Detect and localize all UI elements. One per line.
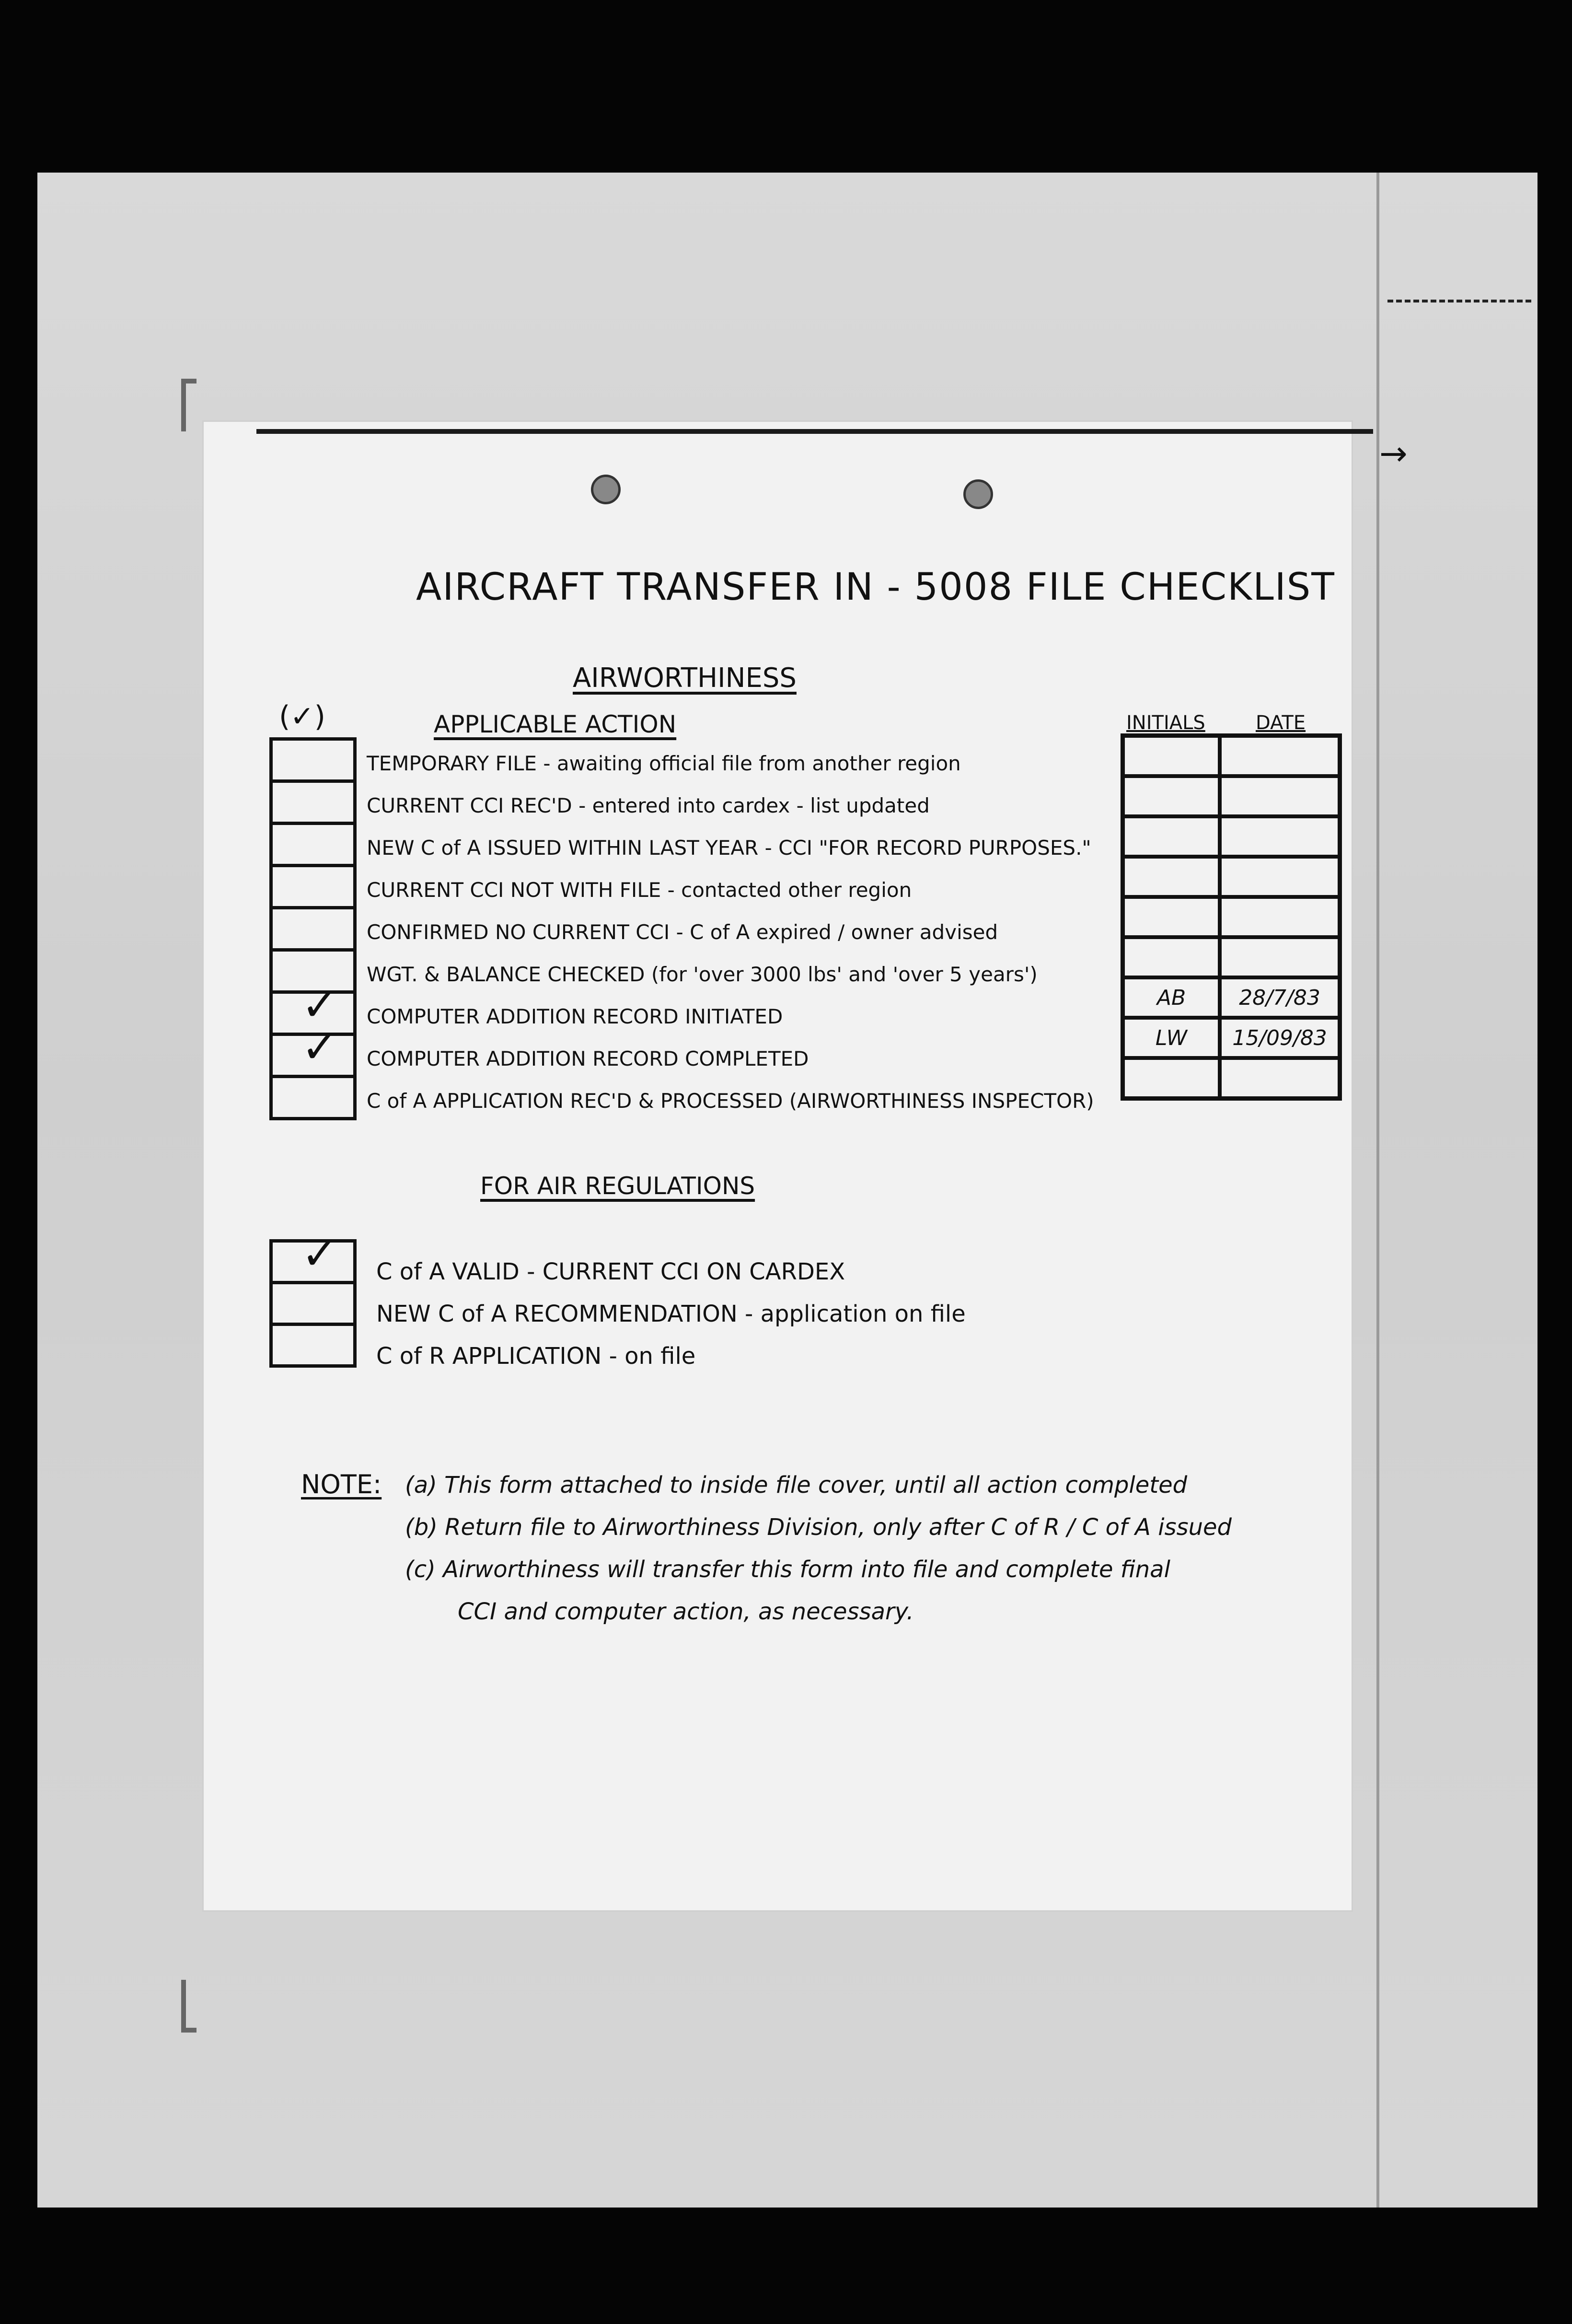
form-title: AIRCRAFT TRANSFER IN - 5008 FILE CHECKLIST [416,566,1335,609]
initials-cell[interactable] [1123,816,1220,857]
airworthiness-heading: AIRWORTHINESS [573,662,797,694]
air-regulations-heading: FOR AIR REGULATIONS [480,1172,755,1200]
note-label: NOTE: [301,1469,382,1499]
checkmark: ✓ [301,980,338,1031]
checkmark: ✓ [301,1229,338,1279]
table-row [1123,977,1340,1018]
action-item: CURRENT CCI REC'D - entered into cardex - list updated [367,794,930,817]
initials-cell[interactable]: LW [1123,1018,1220,1058]
airworthiness-checkbox-column [269,737,357,1120]
initials-cell[interactable]: AB [1123,977,1220,1018]
action-item: COMPUTER ADDITION RECORD COMPLETED [367,1047,809,1070]
initials-cell[interactable] [1123,937,1220,977]
initials-cell[interactable] [1123,736,1220,777]
checkbox[interactable] [273,1284,353,1326]
regulation-item: C of R APPLICATION - on file [376,1343,696,1370]
date-header: DATE [1256,712,1306,734]
table-row [1123,1058,1340,1099]
crop-bracket-top [181,379,196,431]
checkbox[interactable] [273,1229,353,1284]
right-arrow-icon: → [1379,434,1408,473]
checkbox[interactable] [273,1023,353,1078]
check-column-header: (✓) [279,700,326,733]
checkbox[interactable] [273,909,353,952]
checklist-form [204,422,1352,1910]
action-item: CONFIRMED NO CURRENT CCI - C of A expired / owner advised [367,920,998,944]
action-item: COMPUTER ADDITION RECORD INITIATED [367,1005,783,1028]
initials-date-table [1121,733,1342,1101]
checkbox[interactable] [273,783,353,825]
dashed-guide-line [1387,300,1531,302]
regulation-item: NEW C of A RECOMMENDATION - application on file [376,1301,966,1327]
note-line: (b) Return file to Airworthiness Division, only after C of R / C of A issued [405,1514,1232,1541]
regulation-item: C of A VALID - CURRENT CCI ON CARDEX [376,1258,845,1285]
table-row [1123,857,1340,897]
checkbox[interactable] [273,867,353,909]
action-item: NEW C of A ISSUED WITHIN LAST YEAR - CCI "FOR RECORD PURPOSES." [367,836,1091,860]
date-cell[interactable] [1220,897,1340,937]
initials-cell[interactable] [1123,776,1220,816]
air-regulations-checkbox-column [269,1229,357,1368]
checkmark: ✓ [301,1023,338,1073]
action-item: CURRENT CCI NOT WITH FILE - contacted other region [367,878,912,902]
paper-top-edge [256,429,1373,434]
table-row [1123,1018,1340,1058]
date-cell[interactable] [1220,816,1340,857]
table-row [1123,736,1340,777]
initials-header: INITIALS [1126,712,1205,734]
date-cell[interactable] [1220,776,1340,816]
initials-cell[interactable] [1123,897,1220,937]
backing-fold-line [1376,173,1379,2208]
note-line: (c) Airworthiness will transfer this form into file and complete final [405,1556,1170,1583]
action-item: WGT. & BALANCE CHECKED (for 'over 3000 lbs' and 'over 5 years') [367,963,1038,986]
date-cell[interactable]: 28/7/83 [1220,977,1340,1018]
action-item: C of A APPLICATION REC'D & PROCESSED (AIRWORTHINESS INSPECTOR) [367,1089,1094,1113]
checkbox[interactable] [273,1078,353,1120]
applicable-action-header: APPLICABLE ACTION [434,710,677,738]
note-line: CCI and computer action, as necessary. [458,1598,914,1625]
punch-hole-left [591,475,621,504]
table-row [1123,897,1340,937]
table-row [1123,937,1340,977]
date-cell[interactable] [1220,736,1340,777]
checkbox[interactable] [273,825,353,867]
initials-cell[interactable] [1123,857,1220,897]
date-cell[interactable] [1220,1058,1340,1099]
date-cell[interactable]: 15/09/83 [1220,1018,1340,1058]
date-cell[interactable] [1220,857,1340,897]
date-cell[interactable] [1220,937,1340,977]
action-item: TEMPORARY FILE - awaiting official file from another region [367,752,961,775]
crop-bracket-bottom [181,1980,196,2033]
table-row [1123,816,1340,857]
checkbox[interactable] [273,1326,353,1368]
punch-hole-right [963,479,993,509]
initials-cell[interactable] [1123,1058,1220,1099]
table-row [1123,776,1340,816]
note-line: (a) This form attached to inside file cover, until all action completed [405,1472,1188,1499]
checkbox[interactable] [273,741,353,783]
